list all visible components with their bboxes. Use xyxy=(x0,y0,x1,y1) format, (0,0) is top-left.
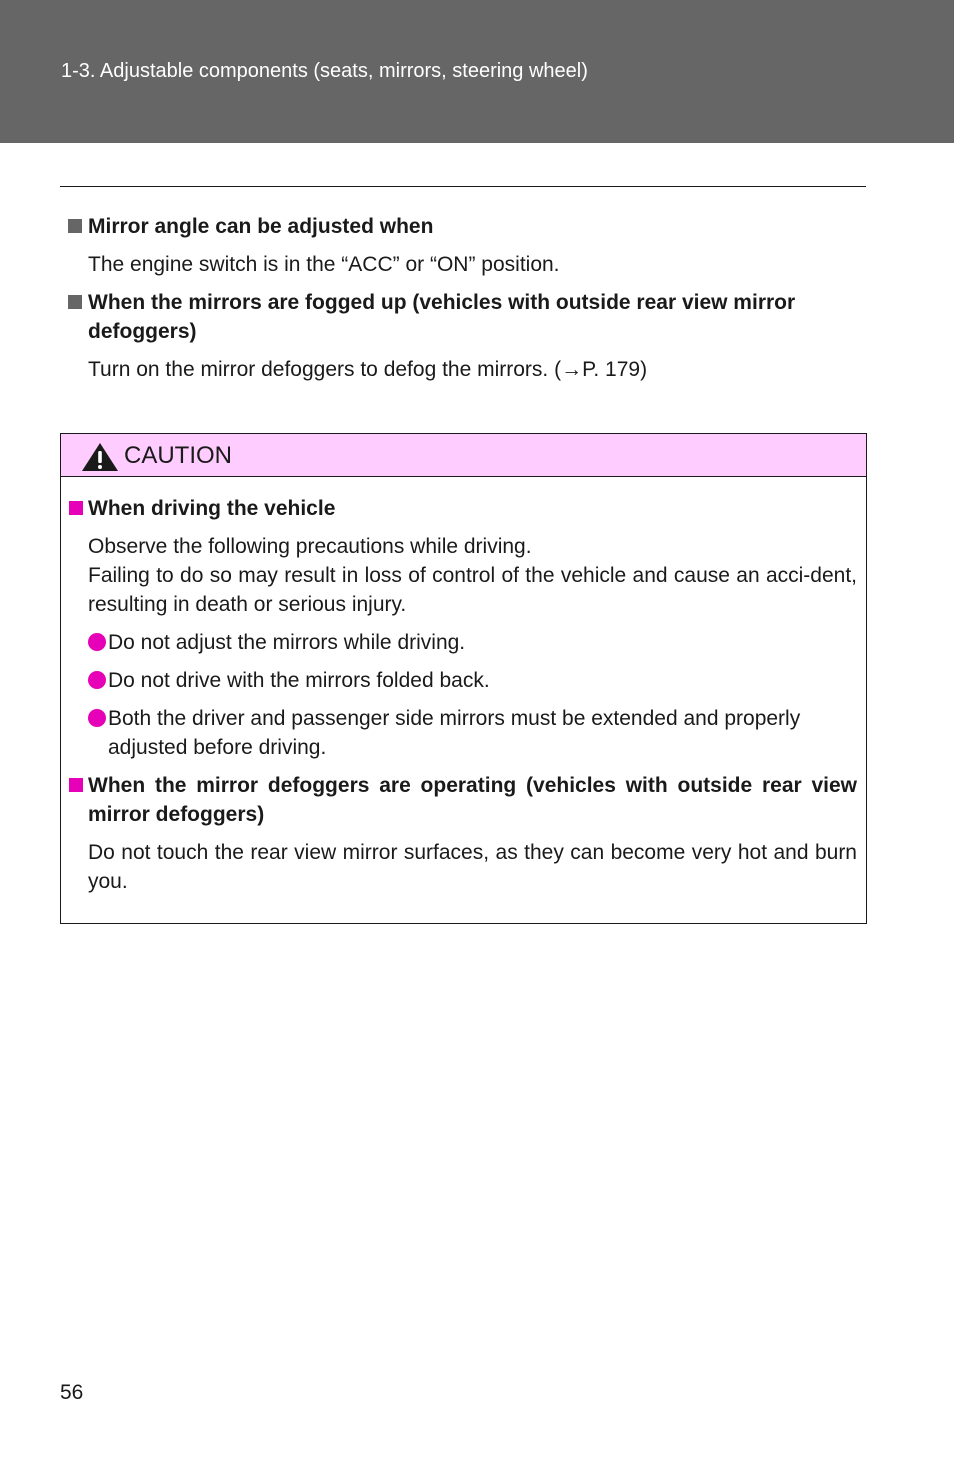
caution-heading xyxy=(61,771,857,829)
caution-label: CAUTION xyxy=(124,442,232,469)
pink-dot-bullet-icon xyxy=(88,671,106,689)
pink-square-bullet-icon xyxy=(69,778,83,792)
pink-dot-bullet-icon xyxy=(88,709,106,727)
caution-bullet-text: Do not adjust the mirrors while driving. xyxy=(108,631,466,654)
page-number: 56 xyxy=(60,1381,84,1404)
caution-bullet-text: Do not drive with the mirrors folded back. xyxy=(108,669,490,692)
section-body: Turn on the mirror defoggers to defog the mirrors. (→P. 179) xyxy=(88,358,648,381)
caution-paragraph: Do not touch the rear view mirror surfaces, as they can become very hot and burn you. xyxy=(88,841,857,893)
warning-triangle-icon xyxy=(81,442,119,472)
caution-paragraph xyxy=(61,532,857,619)
section-heading-text: Mirror angle can be adjusted when xyxy=(88,215,434,238)
top-divider xyxy=(60,186,866,187)
caution-bullet-list xyxy=(61,628,857,762)
caution-body xyxy=(61,494,857,896)
info-sections xyxy=(60,212,860,393)
caution-heading-text: When the mirror defoggers are operating (vehicles with outside rear view mirror defoggers) xyxy=(88,774,857,826)
caution-header xyxy=(61,434,866,477)
section-heading-text: When the mirrors are fogged up (vehicles with outside rear view mirror defoggers) xyxy=(88,291,796,343)
section-heading xyxy=(60,212,860,241)
square-bullet-icon xyxy=(68,295,82,309)
caution-bullet-item xyxy=(61,628,857,657)
caution-paragraph-line: Observe the following precautions while driving. xyxy=(88,535,532,558)
section-heading xyxy=(60,288,860,346)
pink-dot-bullet-icon xyxy=(88,633,106,651)
caution-heading xyxy=(61,494,857,523)
caution-bullet-text: Both the driver and passenger side mirrors must be extended and properly adjusted before driving. xyxy=(108,707,801,759)
square-bullet-icon xyxy=(68,219,82,233)
caution-paragraph-line: Failing to do so may result in loss of control of the vehicle and cause an acci-dent, resulting in death or serious injury. xyxy=(88,564,857,616)
pink-square-bullet-icon xyxy=(69,501,83,515)
caution-bullet-item xyxy=(61,666,857,695)
section-title: 1-3. Adjustable components (seats, mirrors, steering wheel) xyxy=(61,60,588,82)
header-band xyxy=(0,0,954,143)
section-body: The engine switch is in the “ACC” or “ON” position. xyxy=(88,253,560,276)
caution-box xyxy=(60,433,867,924)
caution-heading-text: When driving the vehicle xyxy=(88,497,336,520)
caution-bullet-item xyxy=(61,704,857,762)
